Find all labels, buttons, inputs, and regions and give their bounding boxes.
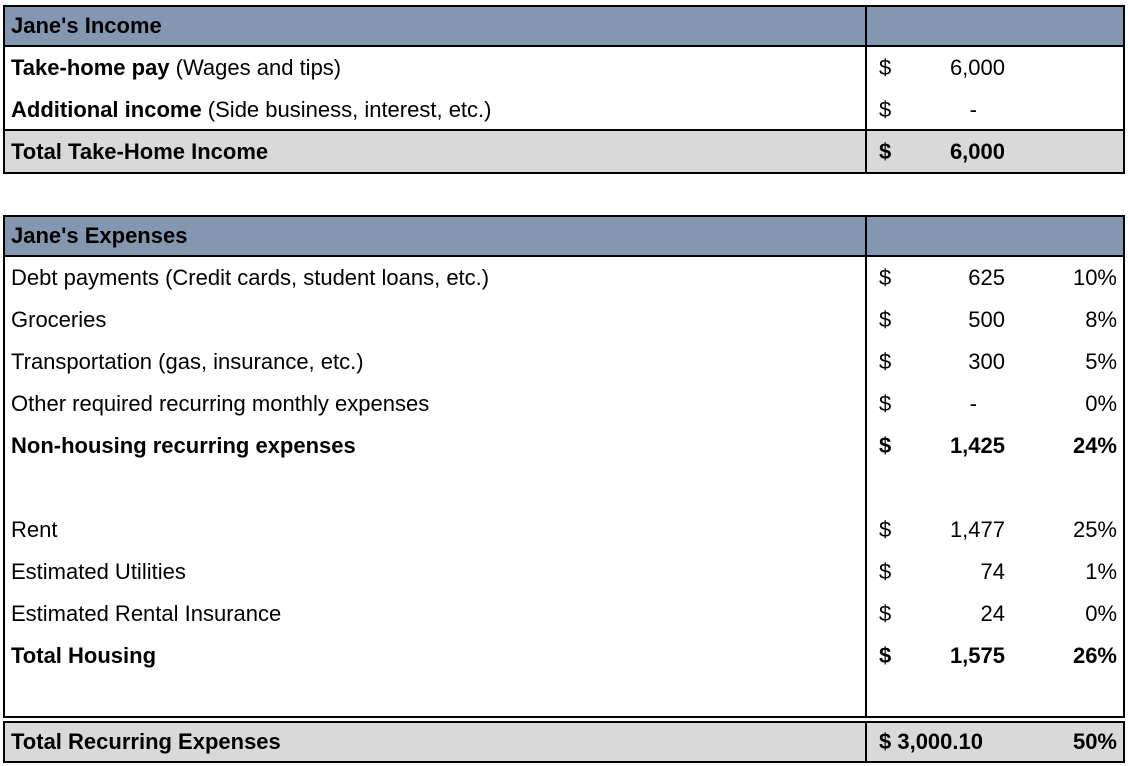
expense-percent: 10% [1072, 265, 1117, 290]
housing-label: Estimated Rental Insurance [11, 601, 282, 626]
housing-label: Rent [11, 517, 58, 542]
income-label-bold: Additional income [11, 97, 202, 122]
dollar-sign: $ [879, 349, 892, 374]
income-table [3, 5, 1125, 174]
grand-total-percent: 50% [1072, 729, 1117, 754]
expense-row [3, 257, 1125, 299]
nonhousing-total-label: Non-housing recurring expenses [11, 433, 356, 458]
grand-total-table [3, 721, 1125, 763]
income-total-row [3, 131, 1125, 173]
income-total-amount: 6,000 [949, 139, 1005, 164]
grand-total-amount: $ 3,000.10 [879, 729, 983, 754]
dollar-sign: $ [879, 265, 892, 290]
income-amount: 6,000 [949, 55, 1005, 80]
dollar-sign: $ [879, 307, 892, 332]
housing-amount: 1,477 [949, 517, 1005, 542]
housing-row [3, 551, 1125, 593]
income-label-bold: Take-home pay [11, 55, 170, 80]
expenses-table [3, 215, 1125, 718]
nonhousing-total-percent: 24% [1072, 433, 1117, 458]
housing-label: Estimated Utilities [11, 559, 186, 584]
grand-total-row [3, 721, 1125, 763]
expense-label: Debt payments (Credit cards, student loans, etc.) [11, 265, 490, 290]
dollar-sign: $ [879, 559, 892, 584]
expense-amount: 300 [968, 349, 1005, 374]
income-header-row [3, 5, 1125, 47]
dollar-sign: $ [879, 97, 892, 122]
spacer-row [3, 467, 1125, 509]
expense-label: Groceries [11, 307, 107, 332]
housing-total-amount: 1,575 [949, 643, 1005, 668]
expense-row [3, 341, 1125, 383]
dollar-sign: $ [879, 55, 892, 80]
income-label-note: (Wages and tips) [169, 55, 342, 80]
housing-row [3, 509, 1125, 551]
grand-total-label: Total Recurring Expenses [11, 729, 281, 754]
housing-percent: 0% [1085, 601, 1117, 626]
income-amount: - [969, 97, 977, 122]
income-row [3, 47, 1125, 89]
expense-row [3, 383, 1125, 425]
income-label-note: (Side business, interest, etc.) [201, 97, 492, 122]
housing-percent: 25% [1072, 517, 1117, 542]
housing-percent: 1% [1085, 559, 1117, 584]
housing-row [3, 593, 1125, 635]
expenses-title: Jane's Expenses [11, 223, 188, 248]
housing-total-percent: 26% [1072, 643, 1117, 668]
housing-amount: 74 [980, 559, 1005, 584]
income-row [3, 89, 1125, 131]
expenses-header-row [3, 215, 1125, 257]
expense-amount: - [969, 391, 977, 416]
income-label [3, 89, 865, 131]
income-total-label: Total Take-Home Income [11, 139, 269, 164]
income-title: Jane's Income [11, 13, 162, 38]
housing-amount: 24 [980, 601, 1005, 626]
housing-total-row [3, 635, 1125, 677]
dollar-sign: $ [879, 517, 892, 542]
expense-percent: 8% [1085, 307, 1117, 332]
nonhousing-total-row [3, 425, 1125, 467]
nonhousing-total-amount: 1,425 [949, 433, 1005, 458]
housing-total-label: Total Housing [11, 643, 157, 668]
expense-row [3, 299, 1125, 341]
dollar-sign: $ [879, 433, 892, 458]
expense-amount: 500 [968, 307, 1005, 332]
expense-percent: 5% [1085, 349, 1117, 374]
dollar-sign: $ [879, 391, 892, 416]
income-label [3, 47, 865, 89]
dollar-sign: $ [879, 601, 892, 626]
expense-percent: 0% [1085, 391, 1117, 416]
expense-label: Transportation (gas, insurance, etc.) [11, 349, 364, 374]
dollar-sign: $ [879, 139, 892, 164]
expense-label: Other required recurring monthly expenses [11, 391, 430, 416]
dollar-sign: $ [879, 643, 892, 668]
expense-amount: 625 [968, 265, 1005, 290]
